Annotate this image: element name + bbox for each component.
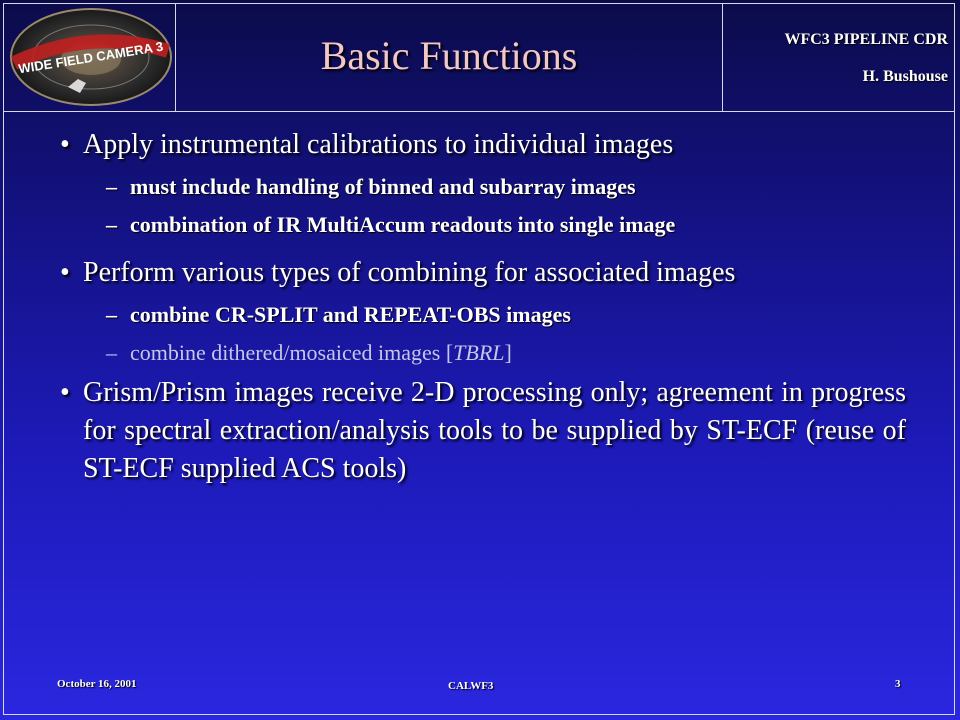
bullet-item — [60, 254, 906, 292]
sub-bullet-item — [60, 172, 906, 202]
tbrl-marker: TBRL — [453, 340, 505, 365]
slide-body — [60, 126, 906, 488]
sub-bullet-item-tbrl — [60, 338, 906, 368]
dash-symbol: – — [106, 212, 117, 237]
footer-date: October 16, 2001 — [57, 678, 137, 690]
bullet-symbol: • — [60, 257, 70, 288]
header-info-divider — [722, 3, 723, 111]
bullet-item — [60, 374, 906, 488]
logo-text: WIDE FIELD CAMERA 3 — [17, 38, 165, 77]
sub-bullet-text-prefix: combine dithered/mosaiced images [ — [130, 340, 454, 365]
sub-bullet-text: combination of IR MultiAccum readouts into single image — [130, 212, 676, 237]
dash-symbol: – — [106, 302, 117, 327]
bullet-symbol: • — [60, 129, 70, 160]
bullet-text: Grism/Prism images receive 2-D processing only; agreement in progress for spectral extraction/analysis tools to be supplied by ST-ECF (reuse of ST-ECF supplied ACS tools) — [83, 377, 906, 484]
dash-symbol: – — [106, 174, 117, 199]
bullet-text: Perform various types of combining for associated images — [83, 257, 736, 288]
spacer — [60, 240, 906, 254]
wfc3-logo — [8, 7, 174, 107]
bullet-text: Apply instrumental calibrations to individual images — [83, 129, 674, 160]
header-event-label: WFC3 PIPELINE CDR — [784, 31, 948, 48]
bullet-item — [60, 126, 906, 164]
slide-title: Basic Functions — [320, 33, 578, 78]
sub-bullet-text-suffix: ] — [504, 340, 512, 365]
bullet-symbol: • — [60, 377, 70, 408]
sub-bullet-item — [60, 210, 906, 240]
sub-bullet-text: combine CR-SPLIT and REPEAT-OBS images — [130, 302, 571, 327]
header-author: H. Bushouse — [862, 68, 948, 85]
dash-symbol: – — [106, 340, 117, 365]
sub-bullet-text: must include handling of binned and subarray images — [130, 174, 636, 199]
footer-center-label: CALWF3 — [448, 680, 494, 692]
page-number: 3 — [895, 678, 901, 690]
header-divider — [3, 111, 955, 112]
sub-bullet-item — [60, 300, 906, 330]
